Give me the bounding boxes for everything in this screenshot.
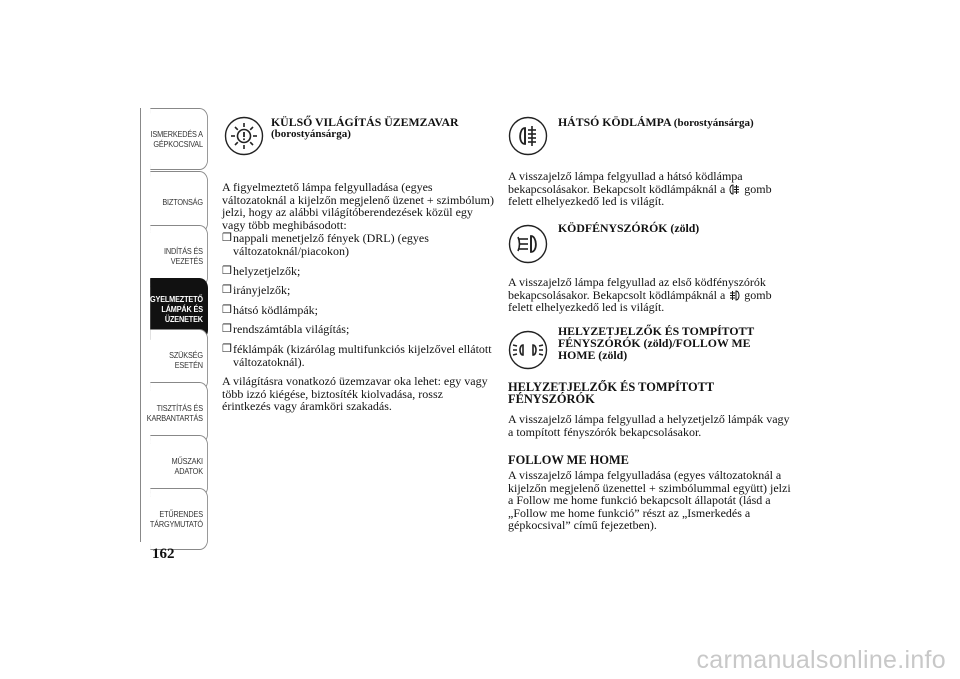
list-item-text: rendszámtábla világítás;: [233, 322, 350, 337]
tab-label: BIZTONSÁG: [162, 197, 203, 207]
rear-fog-lamp-icon: [508, 116, 548, 156]
bullet-mark: ❒: [222, 284, 232, 297]
body-text: gomb felett elhelyezkedő led is világít.: [508, 181, 772, 209]
follow-me-home-subheading: FOLLOW ME HOME: [508, 453, 629, 467]
exterior-light-failure-icon: [224, 116, 264, 156]
position-body: A visszajelző lámpa felgyullad a helyzetjelző lámpák vagy a tompított fényszórók bekapcsolásakor.: [508, 412, 790, 439]
list-item: [222, 284, 494, 297]
section-title: HÁTSÓ KÖDLÁMPA: [558, 115, 671, 129]
body-text: A visszajelző lámpa felgyullad a hátsó ködlámpa bekapcsolásakor. Bekapcsolt ködlámpáknál a: [508, 169, 743, 196]
bullet-mark: ❒: [222, 342, 232, 355]
exterior-light-heading: [271, 116, 491, 140]
tab-ismerkedes[interactable]: [150, 108, 208, 170]
tab-label: TISZTÍTÁS ÉS KARBANTARTÁS: [146, 403, 203, 423]
front-fog-lamp-icon: [508, 224, 548, 264]
rear-fog-body: [508, 170, 793, 208]
list-item-text: féklámpák (kizárólag multifunkciós kijelzővel ellátott változatoknál).: [233, 341, 492, 369]
sidebar-divider: [140, 108, 141, 542]
tab-label: FIGYELMEZTETŐ LÁMPÁK ÉS ÜZENETEK: [143, 294, 203, 324]
bullet-mark: ❒: [222, 323, 232, 336]
position-heading: HELYZETJELZŐK ÉS TOMPÍTOTT FÉNYSZÓRÓK (zöld)/FOLLOW ME HOME (zöld): [558, 324, 755, 362]
bullet-mark: ❒: [222, 232, 232, 245]
tab-label: ISMERKEDÉS A GÉPKOCSIVAL: [150, 129, 203, 149]
position-lights-icon: [508, 330, 548, 370]
section-subtitle: (borostyánsárga): [673, 117, 754, 129]
list-item: [222, 323, 494, 336]
section-subtitle: (borostyánsárga): [271, 128, 351, 140]
list-item: [222, 304, 494, 317]
tab-targymutato[interactable]: [150, 488, 208, 550]
list-item-text: helyzetjelzők;: [233, 263, 301, 278]
tab-label: SZÜKSÉG ESETÉN: [169, 350, 203, 370]
front-fog-heading: KÖDFÉNYSZÓRÓK (zöld): [558, 221, 700, 235]
exterior-light-body: [222, 169, 494, 425]
intro-text: A figyelmeztető lámpa felgyulladása (egyes változatoknál a kijelzőn megjelenő üzenet + szimbólum) jelzi, hogy az alábbi világítóberendezések közül egy vagy több meghibásodott:: [222, 180, 495, 232]
front-fog-button-icon: [728, 290, 741, 301]
bullet-mark: ❒: [222, 303, 232, 316]
list-item-text: nappali menetjelző fények (DRL) (egyes változatoknál/piacokon): [233, 231, 429, 258]
body-text: A visszajelző lámpa felgyullad az első ködfényszórók bekapcsolásakor. Bekapcsolt ködlámpáknál a: [508, 275, 766, 302]
position-subheading: HELYZETJELZŐK ÉS TOMPÍTOTT FÉNYSZÓRÓK: [508, 380, 714, 406]
front-fog-body: [508, 276, 793, 314]
page-number: 162: [152, 546, 175, 562]
tab-biztonsag[interactable]: [150, 171, 208, 233]
follow-me-home-body: A visszajelző lámpa felgyulladása (egyes változatoknál a kijelzőn megjelenő üzenettel + szimbólummal együtt) jelzi a Follow me home funkció bekapcsolt állapotát (lásd a „Follow me home funkció” részt az „Ismerkedés a gépkocsival” című fejezetben).: [508, 468, 791, 533]
rear-fog-heading: [558, 116, 798, 129]
tab-label: MŰSZAKI ADATOK: [171, 456, 203, 476]
list-item: [222, 265, 494, 278]
list-item: [222, 232, 494, 257]
outro-text: A világításra vonatkozó üzemzavar oka lehet: egy vagy több izzó kiégése, biztosíték kiolvadása, rossz érintkezés vagy áramköri szakadás.: [222, 374, 488, 414]
watermark: carmanualsonline.info: [696, 646, 946, 674]
tab-label: INDÍTÁS ÉS VEZETÉS: [163, 246, 203, 266]
tab-label: ETŰRENDES TÁRGYMUTATÓ: [149, 509, 203, 529]
list-item: [222, 343, 494, 368]
bullet-mark: ❒: [222, 264, 232, 277]
body-text: gomb felett elhelyezkedő led is világít.: [508, 287, 772, 315]
rear-fog-button-icon: [728, 184, 741, 195]
list-item-text: irányjelzők;: [233, 283, 291, 298]
section-title: KÜLSŐ VILÁGÍTÁS ÜZEMZAVAR: [271, 115, 459, 129]
list-item-text: hátsó ködlámpák;: [233, 302, 318, 317]
